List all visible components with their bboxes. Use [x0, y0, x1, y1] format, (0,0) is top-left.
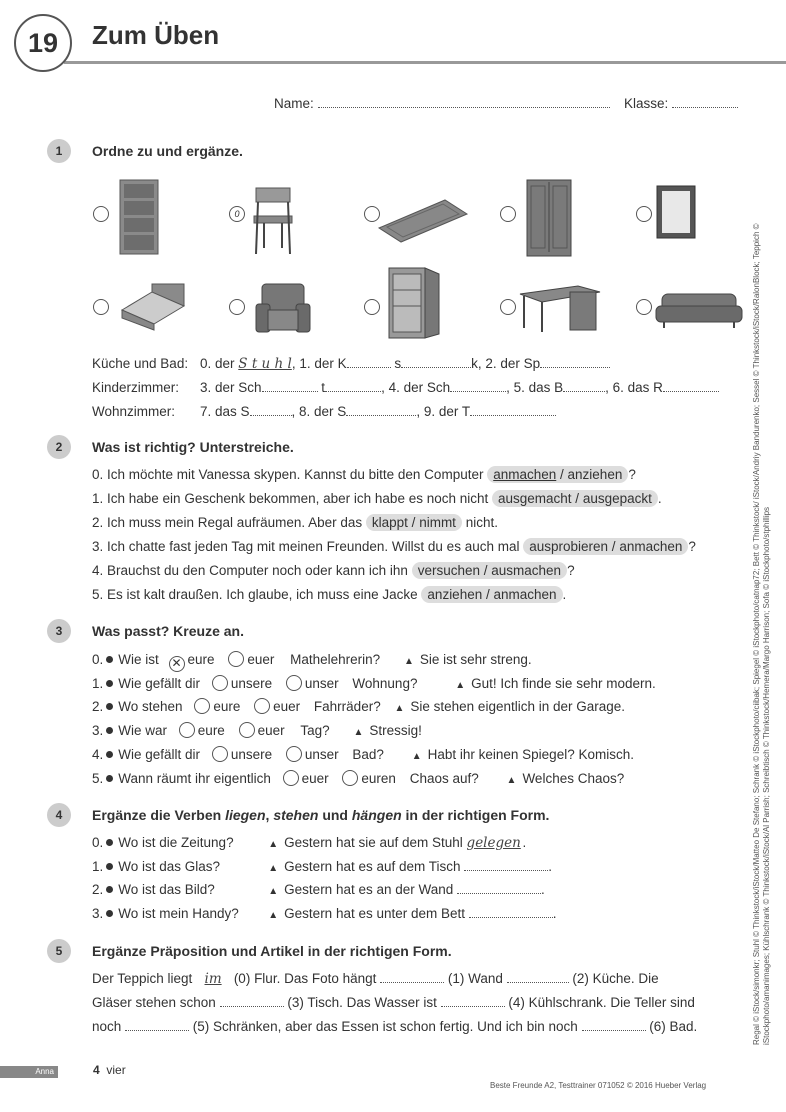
ex5-line: Der Teppich liegt im (0) Flur. Das Foto hängt (1) Wand (2) Küche. Die	[92, 971, 659, 987]
checkbox[interactable]	[179, 722, 195, 738]
ex3-row: 4. Wie gefällt dir unsere unser Bad? ▲ Habt ihr keinen Spiegel? Komisch.	[92, 747, 634, 762]
choice-pill[interactable]: versuchen / ausmachen	[412, 562, 567, 579]
ex2-sentence: 1. Ich habe ein Geschenk bekommen, aber ich habe es noch nicht ausgemacht / ausgepackt .	[92, 491, 662, 506]
ex3-row: 3. Wie war eure euer Tag? ▲ Stressig!	[92, 723, 422, 738]
name-field[interactable]: Name:	[274, 96, 610, 111]
ex1-row: Küche und Bad: 0. der S t u h l, 1. der K s k, 2. der Sp	[92, 356, 610, 372]
exercise-number: 4	[47, 803, 71, 827]
checkbox[interactable]	[342, 770, 358, 786]
checkbox[interactable]	[212, 746, 228, 762]
exercise-number: 5	[47, 939, 71, 963]
ex2-sentence: 3. Ich chatte fast jeden Tag mit meinen Freunden. Willst du es auch mal ausprobieren / anmachen ?	[92, 539, 696, 554]
answer-circle[interactable]	[500, 299, 516, 315]
desk-image	[518, 282, 602, 334]
ex2-sentence: 2. Ich muss mein Regal aufräumen. Aber das klappt / nimmt nicht.	[92, 515, 498, 530]
armchair-image	[252, 280, 314, 336]
checkbox[interactable]	[283, 770, 299, 786]
fridge-image	[387, 266, 443, 340]
ex3-row: 1. Wie gefällt dir unsere unser Wohnung? ▲ Gut! Ich finde sie sehr modern.	[92, 676, 656, 691]
checkbox[interactable]	[254, 698, 270, 714]
exercise-title: Was passt? Kreuze an.	[92, 623, 244, 639]
choice-pill[interactable]: ausgemacht / ausgepackt	[492, 490, 658, 507]
ex4-row: 0. Wo ist die Zeitung? ▲ Gestern hat sie auf dem Stuhl gelegen .	[92, 835, 527, 851]
ex2-sentence: 4. Brauchst du den Computer noch oder kann ich ihn versuchen / ausmachen ?	[92, 563, 575, 578]
image-credits: Regal © iStock/simonkr; Stuhl © Thinkstock/iStock/Matteo De Stefano; Schrank © iStockphoto/ciibak; Spiegel © iStockphoto/catnap72; Bett © Thinkstock/ iStock/Andriy Bandurenko; Sessel © Thinkstock/iStock/RalonBlock; Teppich © iStockphoto/amanimages; Kühlschrank © Thinkstock/iStock/Al Parrish; Schreibtisch © Thinkstock/Hemera/Margo Harrison; Sofa © iStockphoto/stphillips	[752, 223, 771, 1045]
checkbox-crossed[interactable]: ✕	[169, 656, 185, 672]
copyright: Beste Freunde A2, Testtrainer 071052 © 2016 Hueber Verlag	[490, 1081, 707, 1090]
ex4-row: 2. Wo ist das Bild? ▲ Gestern hat es an der Wand .	[92, 882, 545, 897]
checkbox[interactable]	[239, 722, 255, 738]
chair-image	[250, 186, 296, 256]
chapter-number: 19	[14, 14, 72, 72]
checkbox[interactable]	[194, 698, 210, 714]
answer-circle[interactable]	[364, 299, 380, 315]
ex2-sentence: 5. Es ist kalt draußen. Ich glaube, ich muss eine Jacke anziehen / anmachen .	[92, 587, 567, 602]
ex3-row: 5. Wann räumt ihr eigentlich euer euren Chaos auf? ▲ Welches Chaos?	[92, 771, 625, 786]
answer-circle[interactable]: 0	[229, 206, 245, 222]
answer-circle[interactable]	[500, 206, 516, 222]
exercise-number: 1	[47, 139, 71, 163]
page-number: 4 vier	[93, 1063, 126, 1077]
choice-pill[interactable]: klappt / nimmt	[366, 514, 462, 531]
checkbox[interactable]	[286, 746, 302, 762]
choice-pill[interactable]: anziehen / anmachen	[421, 586, 562, 603]
ex1-row: Kinderzimmer: 3. der Sch t , 4. der Sch , 5. das B , 6. das R	[92, 380, 719, 395]
ex3-row: 0. Wie ist ✕ eure euer Mathelehrerin? ▲ Sie ist sehr streng.	[92, 652, 532, 670]
answer-circle[interactable]	[93, 206, 109, 222]
mirror-image	[655, 184, 697, 240]
title-rule	[64, 61, 786, 64]
footer-tab: Anna	[0, 1066, 58, 1078]
page-title: Zum Üben	[92, 20, 220, 50]
exercise-title: Ergänze die Verben liegen, stehen und hängen in der richtigen Form.	[92, 807, 550, 823]
exercise-title: Ergänze Präposition und Artikel in der richtigen Form.	[92, 943, 452, 959]
ex4-row: 1. Wo ist das Glas? ▲ Gestern hat es auf dem Tisch .	[92, 859, 553, 874]
answer-circle[interactable]	[93, 299, 109, 315]
sofa-image	[654, 290, 744, 330]
exercise-title: Was ist richtig? Unterstreiche.	[92, 439, 294, 455]
checkbox[interactable]	[228, 651, 244, 667]
ex5-line: noch (5) Schränken, aber das Essen ist schon fertig. Und ich bin noch (6) Bad.	[92, 1019, 698, 1034]
answer-circle[interactable]	[636, 299, 652, 315]
ex3-row: 2. Wo stehen eure euer Fahrräder? ▲ Sie stehen eigentlich in der Garage.	[92, 699, 626, 714]
answer-circle[interactable]	[636, 206, 652, 222]
bed-image	[118, 280, 188, 332]
ex1-row: Wohnzimmer: 7. das S , 8. der S , 9. der T	[92, 404, 556, 419]
ex2-sentence: 0. Ich möchte mit Vanessa skypen. Kannst du bitte den Computer anmachen / anziehen ?	[92, 467, 636, 482]
exercise-number: 2	[47, 435, 71, 459]
class-field[interactable]: Klasse:	[624, 96, 738, 111]
choice-pill[interactable]: anmachen / anziehen	[487, 466, 628, 483]
answer-circle[interactable]	[229, 299, 245, 315]
rug-image	[375, 196, 469, 246]
checkbox[interactable]	[286, 675, 302, 691]
exercise-title: Ordne zu und ergänze.	[92, 143, 243, 159]
wardrobe-image	[525, 178, 573, 258]
ex4-row: 3. Wo ist mein Handy? ▲ Gestern hat es unter dem Bett .	[92, 906, 557, 921]
checkbox[interactable]	[212, 675, 228, 691]
ex5-line: Gläser stehen schon (3) Tisch. Das Wasser ist (4) Kühlschrank. Die Teller sind	[92, 995, 695, 1010]
shelf-image	[118, 178, 160, 256]
choice-pill[interactable]: ausprobieren / anmachen	[523, 538, 688, 555]
exercise-number: 3	[47, 619, 71, 643]
